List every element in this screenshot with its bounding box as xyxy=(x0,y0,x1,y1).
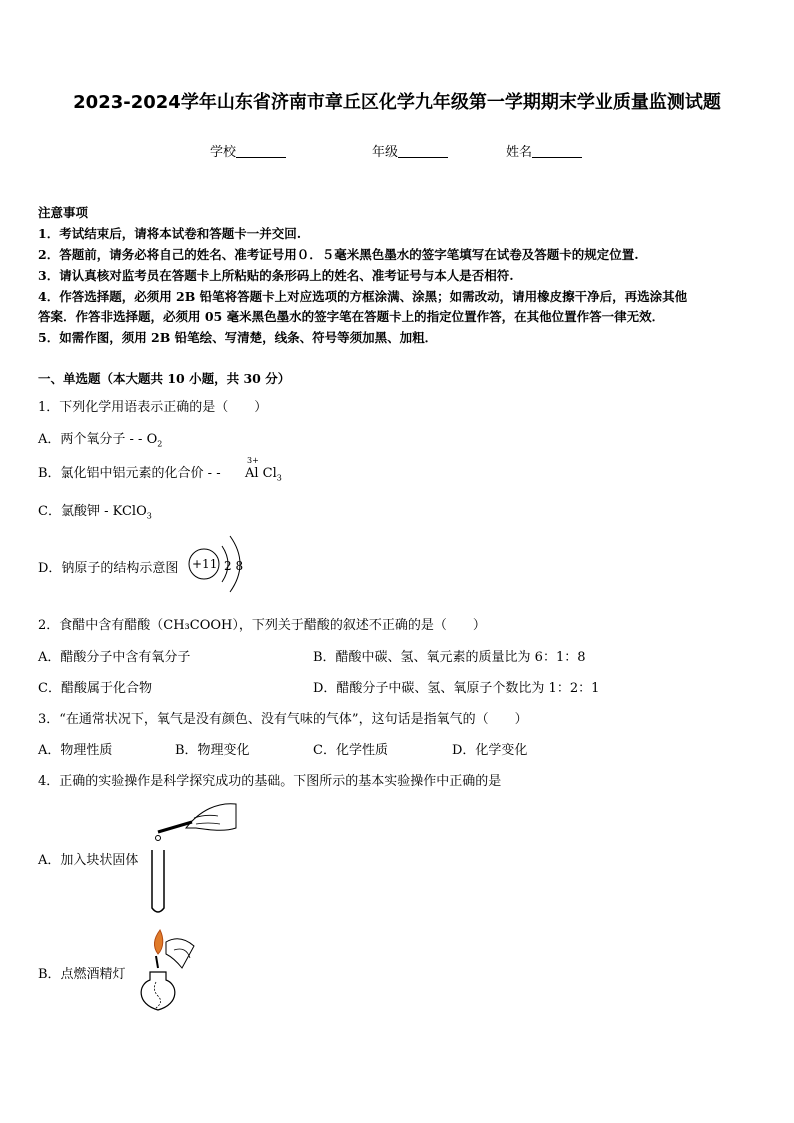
name-field xyxy=(506,141,582,160)
wick xyxy=(156,956,158,968)
q2-option-c: C．醋酸属于化合物 xyxy=(38,681,152,696)
section-heading: 一、单选题（本大题共 10 小题，共 30 分） xyxy=(38,371,291,386)
nucleus-label: +11 xyxy=(192,557,218,571)
q1-option-d: D．钠原子的结构示意图 xyxy=(38,561,179,576)
name-label: 姓名 xyxy=(506,145,533,160)
notice-item: 答案．作答非选择题，必须用 05 毫米黑色墨水的签字笔在答题卡上的指定位置作答，在其他位置作答一律无效． xyxy=(38,309,665,324)
flame xyxy=(154,930,162,954)
q4-option-a: A．加入块状固体 xyxy=(38,853,139,868)
q2-option-a: A．醋酸分子中含有氧分子 xyxy=(38,650,191,665)
school-field xyxy=(210,141,286,160)
q3-option-b: B．物理变化 xyxy=(175,743,250,758)
lamp-body xyxy=(141,972,175,1010)
q1-option-a-sub: 2 xyxy=(157,439,163,449)
notice-item: 3．请认真核对监考员在答题卡上所粘贴的条形码上的姓名、准考证号与本人是否相符. xyxy=(38,268,514,283)
q1-option-b xyxy=(38,462,221,481)
test-tube-dropper-illustration xyxy=(148,798,240,918)
school-blank[interactable] xyxy=(236,145,286,158)
grade-field xyxy=(372,141,448,160)
q2-option-d: D．醋酸分子中碳、氢、氧原子个数比为 1：2：1 xyxy=(313,681,600,696)
grade-label: 年级 xyxy=(372,145,399,160)
q1-option-b-sub: 3 xyxy=(276,473,282,483)
hand-shape xyxy=(186,804,236,831)
q1-option-c xyxy=(38,500,152,521)
droplet xyxy=(156,836,161,841)
notice-heading: 注意事项 xyxy=(38,205,89,220)
question-1-stem: 1．下列化学用语表示正确的是（ ） xyxy=(38,400,268,415)
q1-option-a xyxy=(38,428,162,449)
q4-option-b: B．点燃酒精灯 xyxy=(38,967,126,982)
q1-option-b-formula-text: Al Cl xyxy=(245,466,277,481)
q1-option-c-sub: 3 xyxy=(146,511,152,521)
q3-option-c: C．化学性质 xyxy=(313,743,388,758)
name-blank[interactable] xyxy=(532,145,582,158)
q3-option-a: A．物理性质 xyxy=(38,743,113,758)
notice-item: 4．作答选择题，必须用 2B 铅笔将答题卡上对应选项的方框涂满、涂黑；如需改动，请用橡皮擦干净后，再选涂其他 xyxy=(38,289,688,304)
q2-option-b: B．醋酸中碳、氢、氧元素的质量比为 6：1：8 xyxy=(313,650,586,665)
test-tube xyxy=(152,850,164,912)
electron-shells-label: 2 8 xyxy=(224,559,244,573)
grade-blank[interactable] xyxy=(398,145,448,158)
notice-item: 2．答题前，请务必将自己的姓名、准考证号用０．５毫米黑色墨水的签字笔填写在试卷及答题卡的规定位置. xyxy=(38,247,639,262)
question-4-stem: 4．正确的实验操作是科学探究成功的基础。下图所示的基本实验操作中正确的是 xyxy=(38,774,502,789)
question-3-stem: 3．“在通常状况下，氧气是没有颜色、没有气味的气体”，这句话是指氧气的（ ） xyxy=(38,712,528,727)
page-title: 2023-2024学年山东省济南市章丘区化学九年级第一学期期末学业质量监测试题 xyxy=(73,92,721,113)
school-label: 学校 xyxy=(210,145,237,160)
q1-option-b-text: B．氯化铝中铝元素的化合价 - - xyxy=(38,466,221,481)
question-2-stem: 2．食醋中含有醋酸（CH₃COOH），下列关于醋酸的叙述不正确的是（ ） xyxy=(38,618,486,633)
notice-item: 1．考试结束后，请将本试卷和答题卡一并交回. xyxy=(38,226,302,241)
alcohol-lamp-illustration xyxy=(136,924,216,1014)
q3-option-d: D．化学变化 xyxy=(452,743,528,758)
notice-item: 5．如需作图，须用 2B 铅笔绘、写清楚，线条、符号等须加黑、加粗． xyxy=(38,330,438,345)
igniting-lamp xyxy=(166,939,194,968)
q1-option-b-valence: 3+ xyxy=(247,456,259,465)
q1-option-c-text: C．氯酸钾 - KClO xyxy=(38,504,147,519)
q1-option-a-text: A．两个氧分子 - - O xyxy=(38,432,158,447)
q1-option-b-formula xyxy=(245,466,282,483)
